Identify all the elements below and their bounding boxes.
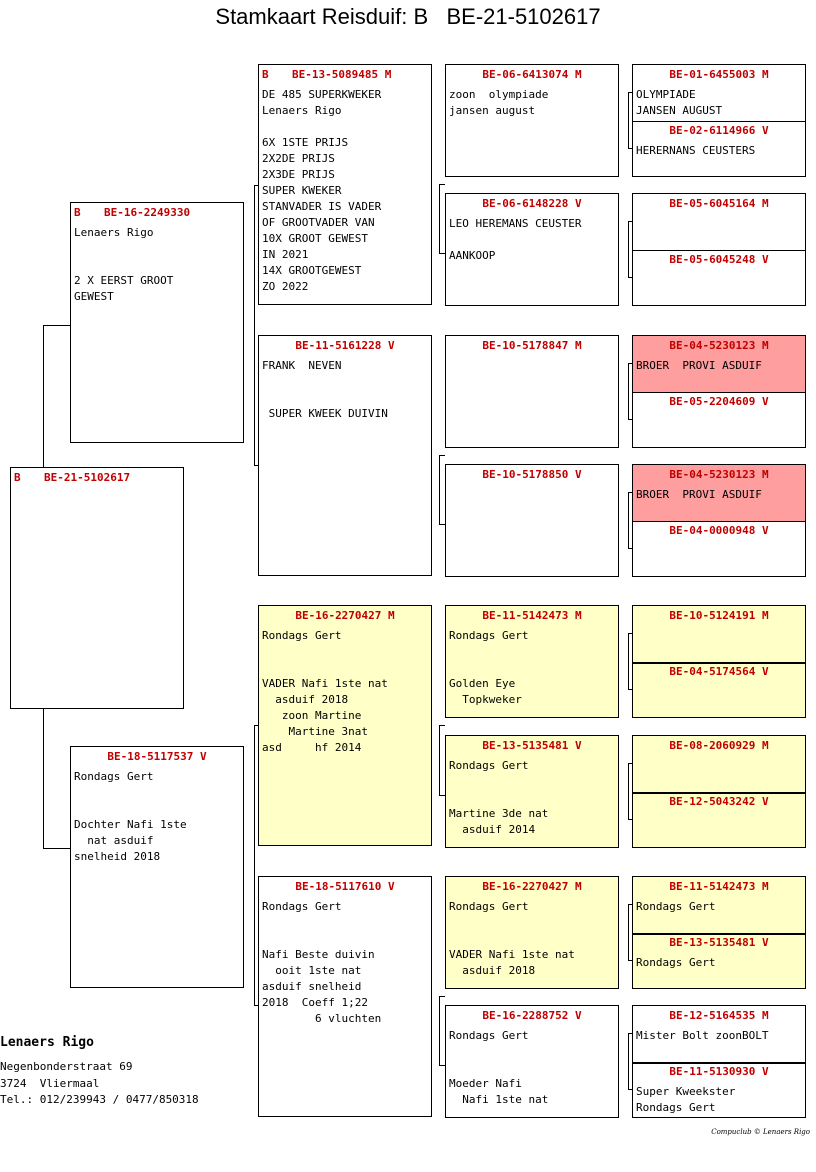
connector-line bbox=[254, 1005, 258, 1006]
connector-line bbox=[43, 709, 44, 848]
ring-number: BE-11-5142473 M bbox=[482, 609, 582, 622]
bird-info-line: AANKOOP bbox=[449, 249, 496, 262]
bird-info-line: FRANK NEVEN bbox=[262, 359, 342, 372]
great-great-grandparent-pair bbox=[632, 335, 806, 448]
ring-header bbox=[449, 1008, 615, 1024]
ring-header bbox=[636, 664, 802, 680]
connector-line bbox=[254, 465, 258, 466]
great-grandparent-card bbox=[445, 735, 619, 848]
bird-info-line: DE 485 SUPERKWEKER bbox=[262, 88, 382, 101]
connector-line bbox=[628, 148, 632, 149]
ring-header bbox=[636, 1064, 802, 1080]
bird-info-line: Mister Bolt zoonBOLT bbox=[636, 1029, 769, 1042]
connector-line bbox=[439, 184, 445, 185]
subject-card bbox=[10, 467, 184, 709]
ring-header bbox=[449, 338, 615, 354]
connector-line bbox=[439, 795, 445, 796]
connector-line bbox=[439, 455, 440, 524]
ring-header bbox=[262, 879, 428, 895]
bird-info-line: Rondags Gert bbox=[74, 770, 154, 783]
ring-number: BE-16-2270427 M bbox=[482, 880, 582, 893]
ring-number: BE-10-5178847 M bbox=[482, 339, 582, 352]
bird-info-line: 6 vluchten bbox=[262, 1012, 382, 1025]
owner-name: Lenaers Rigo bbox=[0, 1035, 94, 1050]
bird-info-line: Super Kweekster bbox=[636, 1085, 736, 1098]
footer-credit: Compuclub © Lenaers Rigo bbox=[711, 1128, 810, 1136]
pair-divider bbox=[633, 121, 805, 122]
page-title: Stamkaart Reisduif: B BE-21-5102617 bbox=[215, 4, 601, 29]
bird-info-line: ZO 2022 bbox=[262, 280, 309, 293]
connector-line bbox=[628, 1089, 632, 1090]
bird-info-line: zoon Martine bbox=[262, 709, 362, 722]
connector-line bbox=[254, 185, 255, 465]
connector-line bbox=[439, 1065, 445, 1066]
bird-info-line: BROER PROVI ASDUIF bbox=[636, 488, 762, 501]
bird-info-line: BROER PROVI ASDUIF bbox=[636, 359, 762, 372]
connector-line bbox=[254, 185, 258, 186]
great-grandparent-card bbox=[445, 64, 619, 177]
bird-info-line: Rondags Gert bbox=[636, 956, 716, 969]
bird-info-line: 14X GROOTGEWEST bbox=[262, 264, 362, 277]
ring-header bbox=[449, 608, 615, 624]
ring-header bbox=[636, 467, 802, 483]
connector-line bbox=[628, 763, 629, 819]
bird-info-line: jansen august bbox=[449, 104, 536, 117]
bird-info-line: 2 X EERST GROOT bbox=[74, 274, 174, 287]
ring-header bbox=[636, 879, 802, 895]
bird-info-line: SUPER KWEEK DUIVIN bbox=[262, 407, 388, 420]
ring-number: BE-08-2060929 M bbox=[669, 739, 769, 752]
bird-info-line: LEO HEREMANS CEUSTER bbox=[449, 217, 582, 230]
ring-header bbox=[636, 252, 802, 268]
great-great-grandparent-pair bbox=[632, 605, 806, 718]
connector-line bbox=[628, 633, 629, 689]
ring-number: BE-02-6114966 V bbox=[669, 124, 769, 137]
bird-info-line: snelheid 2018 bbox=[74, 850, 161, 863]
great-great-grandparent-pair bbox=[632, 64, 806, 177]
ring-number: BE-05-2204609 V bbox=[669, 395, 769, 408]
bird-info-line: 2018 Coeff 1;22 bbox=[262, 996, 368, 1009]
connector-line bbox=[628, 548, 632, 549]
great-grandparent-card bbox=[445, 335, 619, 448]
connector-line bbox=[628, 92, 632, 93]
great-great-grandparent-pair bbox=[632, 1005, 806, 1118]
grandsire-paternal-card bbox=[258, 64, 432, 305]
great-great-grandparent-pair bbox=[632, 464, 806, 577]
bird-info-line: Nafi Beste duivin bbox=[262, 948, 375, 961]
ring-header bbox=[636, 935, 802, 951]
bird-info-line: JANSEN AUGUST bbox=[636, 104, 723, 117]
bird-info-line: Rondags Gert bbox=[262, 629, 342, 642]
ring-header bbox=[74, 205, 240, 221]
bird-info-line: Nafi 1ste nat bbox=[449, 1093, 549, 1106]
ring-number: BE-13-5135481 V bbox=[482, 739, 582, 752]
connector-line bbox=[628, 492, 629, 548]
ring-number: BE-01-6455003 M bbox=[669, 68, 769, 81]
ring-number: BE-16-2288752 V bbox=[482, 1009, 582, 1022]
great-great-grandparent-pair bbox=[632, 735, 806, 848]
sex-code: B bbox=[74, 206, 81, 219]
great-great-grandparent-pair bbox=[632, 193, 806, 306]
bird-info-line: Dochter Nafi 1ste bbox=[74, 818, 187, 831]
bird-info-line: Rondags Gert bbox=[449, 900, 529, 913]
granddam-paternal-card bbox=[258, 335, 432, 576]
bird-info-line: ooit 1ste nat bbox=[262, 964, 362, 977]
connector-line bbox=[628, 819, 632, 820]
great-grandparent-card bbox=[445, 1005, 619, 1118]
father-card bbox=[70, 202, 244, 443]
bird-info-line: asduif snelheid bbox=[262, 980, 362, 993]
connector-line bbox=[628, 633, 632, 634]
pair-divider bbox=[633, 392, 805, 393]
ring-number: BE-16-2249330 bbox=[104, 206, 191, 219]
bird-info-line: 10X GROOT GEWEST bbox=[262, 232, 368, 245]
bird-info-line: Rondags Gert bbox=[449, 759, 529, 772]
connector-line bbox=[43, 848, 70, 849]
ring-header bbox=[74, 749, 240, 765]
pair-divider bbox=[633, 250, 805, 251]
ring-header bbox=[449, 67, 615, 83]
ring-number: BE-11-5161228 V bbox=[295, 339, 395, 352]
bird-info-line: Rondags Gert bbox=[262, 900, 342, 913]
connector-line bbox=[628, 1033, 632, 1034]
ring-header bbox=[14, 470, 180, 486]
connector-line bbox=[628, 92, 629, 148]
connector-line bbox=[439, 996, 440, 1065]
bird-info-line: 2X2DE PRIJS bbox=[262, 152, 335, 165]
bird-info-line: OLYMPIADE bbox=[636, 88, 696, 101]
bird-info-line: GEWEST bbox=[74, 290, 114, 303]
bird-info-line: asduif 2018 bbox=[262, 693, 349, 706]
bird-info-line: asduif 2014 bbox=[449, 823, 536, 836]
ring-number: BE-18-5117610 V bbox=[295, 880, 395, 893]
connector-line bbox=[439, 725, 445, 726]
bird-info-line: 2X3DE PRIJS bbox=[262, 168, 335, 181]
ring-header bbox=[636, 523, 802, 539]
connector-line bbox=[439, 184, 440, 253]
ring-number: BE-06-6148228 V bbox=[482, 197, 582, 210]
connector-line bbox=[254, 725, 255, 1005]
ring-number: BE-10-5124191 M bbox=[669, 609, 769, 622]
connector-line bbox=[628, 221, 632, 222]
bird-info-line: Martine 3de nat bbox=[449, 807, 549, 820]
ring-header bbox=[636, 608, 802, 624]
ring-number: BE-11-5130930 V bbox=[669, 1065, 769, 1078]
ring-header bbox=[449, 738, 615, 754]
connector-line bbox=[628, 363, 629, 419]
ring-header bbox=[636, 338, 802, 354]
ring-header bbox=[449, 196, 615, 212]
connector-line bbox=[628, 960, 632, 961]
ring-header bbox=[636, 794, 802, 810]
great-great-grandparent-pair bbox=[632, 876, 806, 989]
bird-info-line: 6X 1STE PRIJS bbox=[262, 136, 349, 149]
ring-header bbox=[449, 467, 615, 483]
ring-header bbox=[636, 394, 802, 410]
great-grandparent-card bbox=[445, 876, 619, 989]
connector-line bbox=[439, 996, 445, 997]
connector-line bbox=[439, 455, 445, 456]
bird-info-line: asd hf 2014 bbox=[262, 741, 362, 754]
bird-info-line: Lenaers Rigo bbox=[262, 104, 342, 117]
connector-line bbox=[439, 253, 445, 254]
ring-number: BE-04-5230123 M bbox=[669, 468, 769, 481]
bird-info-line: VADER Nafi 1ste nat bbox=[262, 677, 388, 690]
owner-phone: Tel.: 012/239943 / 0477/850318 bbox=[0, 1093, 199, 1106]
connector-line bbox=[43, 325, 44, 468]
bird-info-line: VADER Nafi 1ste nat bbox=[449, 948, 575, 961]
granddam-maternal-card bbox=[258, 876, 432, 1117]
connector-line bbox=[628, 277, 632, 278]
bird-info-line: Moeder Nafi bbox=[449, 1077, 522, 1090]
connector-line bbox=[628, 419, 632, 420]
ring-number: BE-18-5117537 V bbox=[107, 750, 207, 763]
bird-info-line: nat asduif bbox=[74, 834, 154, 847]
ring-number: BE-13-5135481 V bbox=[669, 936, 769, 949]
connector-line bbox=[439, 725, 440, 795]
ring-header bbox=[636, 123, 802, 139]
ring-number: BE-05-6045164 M bbox=[669, 197, 769, 210]
pair-divider bbox=[633, 521, 805, 522]
connector-line bbox=[628, 492, 632, 493]
bird-info-line: Rondags Gert bbox=[449, 1029, 529, 1042]
ring-number: BE-04-0000948 V bbox=[669, 524, 769, 537]
bird-info-line: Golden Eye bbox=[449, 677, 516, 690]
ring-header bbox=[262, 608, 428, 624]
ring-number: BE-12-5164535 M bbox=[669, 1009, 769, 1022]
ring-header bbox=[636, 738, 802, 754]
connector-line bbox=[628, 904, 629, 960]
connector-line bbox=[439, 524, 445, 525]
great-grandparent-card bbox=[445, 605, 619, 718]
bird-info-line: SUPER KWEKER bbox=[262, 184, 342, 197]
connector-line bbox=[43, 325, 70, 326]
bird-info-line: HERERNANS CEUSTERS bbox=[636, 144, 756, 157]
ring-header bbox=[262, 338, 428, 354]
ring-header bbox=[449, 879, 615, 895]
ring-header bbox=[636, 67, 802, 83]
connector-line bbox=[628, 763, 632, 764]
ring-number: BE-10-5178850 V bbox=[482, 468, 582, 481]
great-grandparent-card bbox=[445, 464, 619, 577]
ring-number: BE-04-5230123 M bbox=[669, 339, 769, 352]
connector-line bbox=[254, 725, 258, 726]
sex-code: B bbox=[262, 68, 269, 81]
bird-info-line: Rondags Gert bbox=[636, 900, 716, 913]
owner-address: Negenbonderstraat 69 bbox=[0, 1060, 133, 1073]
ring-number: BE-21-5102617 bbox=[44, 471, 131, 484]
bird-info-line: Rondags Gert bbox=[449, 629, 529, 642]
ring-number: BE-05-6045248 V bbox=[669, 253, 769, 266]
sex-code: B bbox=[14, 471, 21, 484]
mother-card bbox=[70, 746, 244, 988]
connector-line bbox=[628, 689, 632, 690]
owner-city: 3724 Vliermaal bbox=[0, 1077, 100, 1090]
bird-info-line: Martine 3nat bbox=[262, 725, 368, 738]
bird-info-line: Topkweker bbox=[449, 693, 522, 706]
bird-info-line: zoon olympiade bbox=[449, 88, 549, 101]
connector-line bbox=[628, 221, 629, 277]
connector-line bbox=[628, 1033, 629, 1089]
grandsire-maternal-card bbox=[258, 605, 432, 846]
ring-number: BE-04-5174564 V bbox=[669, 665, 769, 678]
ring-number: BE-11-5142473 M bbox=[669, 880, 769, 893]
ring-number: BE-16-2270427 M bbox=[295, 609, 395, 622]
ring-header bbox=[636, 196, 802, 212]
bird-info-line: asduif 2018 bbox=[449, 964, 536, 977]
ring-number: BE-12-5043242 V bbox=[669, 795, 769, 808]
ring-header bbox=[262, 67, 428, 83]
great-grandparent-card bbox=[445, 193, 619, 306]
bird-info-line: Lenaers Rigo bbox=[74, 226, 154, 239]
bird-info-line: STANVADER IS VADER bbox=[262, 200, 382, 213]
bird-info-line: OF GROOTVADER VAN bbox=[262, 216, 375, 229]
connector-line bbox=[628, 363, 632, 364]
ring-number: BE-13-5089485 M bbox=[292, 68, 392, 81]
bird-info-line: IN 2021 bbox=[262, 248, 309, 261]
ring-number: BE-06-6413074 M bbox=[482, 68, 582, 81]
bird-info-line: Rondags Gert bbox=[636, 1101, 716, 1114]
ring-header bbox=[636, 1008, 802, 1024]
connector-line bbox=[628, 904, 632, 905]
